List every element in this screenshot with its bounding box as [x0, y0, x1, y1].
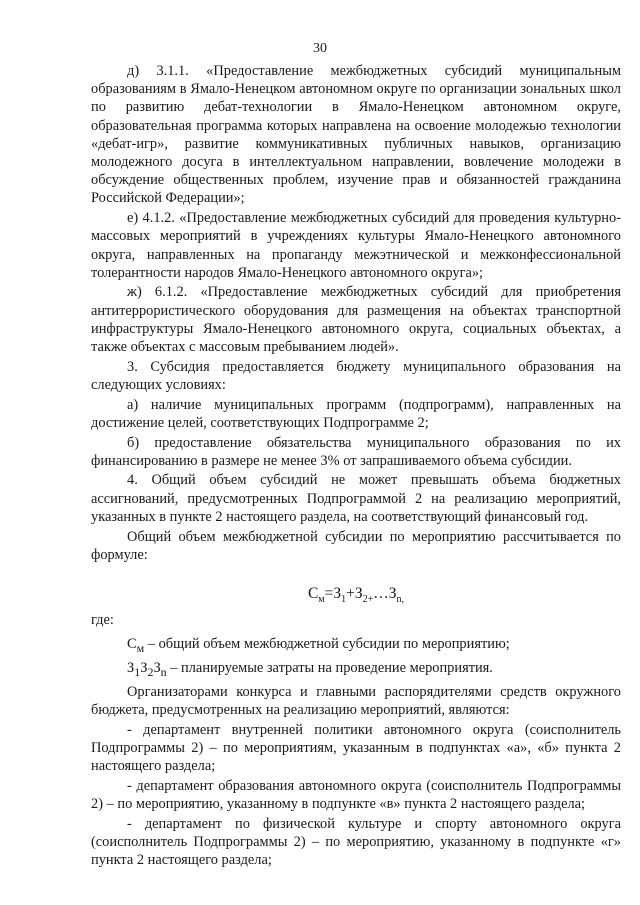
- paragraph-3b: б) предоставление обязательства муниципального образования по их финансированию в размере не менее 3% от запрашиваемого объема субсидии.: [91, 434, 621, 469]
- definition-symbol: З: [127, 660, 135, 677]
- paragraph-3: 3. Субсидия предоставляется бюджету муниципального образования на следующих условиях:: [91, 358, 621, 393]
- definition-symbol: С: [127, 636, 137, 653]
- formula-term1-sub: 1: [341, 594, 347, 606]
- formula-plus: +: [346, 584, 355, 602]
- document-body: [91, 62, 621, 871]
- definition-symbol-sub: 1: [134, 664, 141, 679]
- definition-symbol-sub: n: [160, 664, 167, 679]
- paragraph-organizers: Организаторами конкурса и главными распорядителями средств окружного бюджета, предусмотренных на реализацию мероприятий, являются:: [91, 683, 621, 718]
- formula-term1: З: [333, 584, 342, 602]
- definition-text: – общий объем межбюджетной субсидии по мероприятию;: [144, 636, 510, 653]
- definition-symbol: З: [153, 660, 161, 677]
- paragraph-dept-education: - департамент образования автономного округа (соисполнитель Подпрограммы 2) – по мероприятию, указанному в подпункте «в» пункта 2 настоящего раздела;: [91, 777, 621, 812]
- definition-costs: [91, 659, 621, 681]
- where-label: где:: [91, 612, 114, 629]
- paragraph-e: е) 4.1.2. «Предоставление межбюджетных субсидий для проведения культурно-массовых мероприятий в учреждениях культуры Ямало-Ненецкого автономного округа, направленных на пропаганду межэтнической и межконфессиональной толерантности народов Ямало-Ненецкого автономного округа»;: [91, 210, 621, 281]
- paragraph-d: д) 3.1.1. «Предоставление межбюджетных субсидий муниципальным образованиям в Ямало-Ненецком автономном округе по организации зональных школ по развитию дебат-технологии в Ямало-Ненецком автономном округе, образовательная программа которых направлена на освоение молодежью технологии «дебат-игр», развитие коммуникативных публичных навыков, организацию молодежного досуга в интеллектуальном направлении, вовлечение молодежи в обсуждение общественных проблем, изучение прав и обязанностей гражданина Российской Федерации»;: [91, 63, 621, 207]
- page-number: 30: [313, 41, 327, 56]
- formula-lhs-sub: м: [318, 594, 325, 606]
- formula-term3: З: [388, 584, 397, 602]
- paragraph-dept-sport: - департамент по физической культуре и спорту автономного округа (соисполнитель Подпрограммы 2) – по мероприятию, указанному в подпункте «г» пункта 2 настоящего раздела;: [91, 815, 621, 868]
- paragraph-formula-intro: Общий объем межбюджетной субсидии по мероприятию рассчитывается по формуле:: [91, 528, 621, 563]
- definition-text: – планируемые затраты на проведение мероприятия.: [166, 660, 493, 677]
- formula-lhs: С: [307, 584, 319, 602]
- formula-dots: …: [373, 584, 389, 602]
- definition-total: [91, 635, 621, 657]
- paragraph-4: 4. Общий объем субсидий не может превышать объема бюджетных ассигнований, предусмотренных Подпрограммой 2 на реализацию мероприятий, указанных в пункте 2 настоящего раздела, на соответствующий финансовый год.: [91, 472, 621, 525]
- paragraph-dept-internal-policy: - департамент внутренней политики автономного округа (соисполнитель Подпрограммы 2) – по мероприятиям, указанным в подпунктах «а», «б» пункта 2 настоящего раздела;: [91, 721, 621, 774]
- formula-term3-sub: n,: [396, 594, 405, 606]
- definition-symbol-sub: 2: [147, 664, 154, 679]
- paragraph-zh: ж) 6.1.2. «Предоставление межбюджетных субсидий для приобретения антитеррористического оборудования для размещения на объектах транспортной инфраструктуры Ямало-Ненецкого автономного округа, социальных объектах, а также объектах с массовым пребыванием людей».: [91, 284, 621, 356]
- formula: [91, 585, 621, 609]
- definition-symbol-sub: м: [136, 641, 145, 656]
- formula-term2: З: [354, 584, 363, 602]
- formula-term2-sub: 2+: [362, 594, 374, 606]
- definition-symbol: З: [140, 660, 148, 677]
- formula-eq: =: [324, 584, 334, 602]
- paragraph-3a: а) наличие муниципальных программ (подпрограмм), направленных на достижение целей, соответствующих Подпрограмме 2;: [91, 396, 621, 431]
